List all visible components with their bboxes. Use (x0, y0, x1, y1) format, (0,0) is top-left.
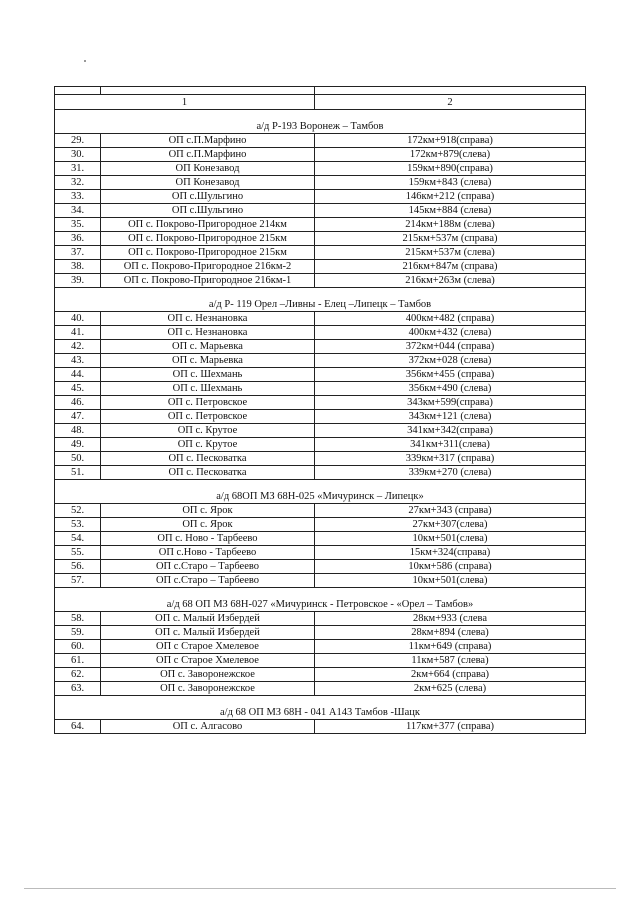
km-position: 356км+490 (слева) (315, 382, 586, 396)
stop-name: ОП с. Петровское (101, 410, 315, 424)
km-position: 145км+884 (слева) (315, 204, 586, 218)
table-row (55, 148, 586, 162)
km-position: 10км+501(слева) (315, 532, 586, 546)
km-position: 339км+270 (слева) (315, 466, 586, 480)
table-row (55, 246, 586, 260)
table-row (55, 612, 586, 626)
stop-name: ОП с.Шульгино (101, 190, 315, 204)
stop-name: ОП с.Шульгино (101, 204, 315, 218)
section-spacer (55, 288, 586, 299)
row-number: 46. (55, 396, 101, 410)
km-position: 216км+847м (справа) (315, 260, 586, 274)
km-position: 15км+324(справа) (315, 546, 586, 560)
stop-name: ОП с. Алгасово (101, 720, 315, 734)
table-row (55, 274, 586, 288)
km-position: 10км+586 (справа) (315, 560, 586, 574)
stop-name: ОП с. Ярок (101, 518, 315, 532)
section-title-row (55, 598, 586, 612)
table-row (55, 396, 586, 410)
stop-name: ОП Конезавод (101, 162, 315, 176)
table-row (55, 340, 586, 354)
table-row (55, 326, 586, 340)
stop-name: ОП с.П.Марфино (101, 148, 315, 162)
km-position: 339км+317 (справа) (315, 452, 586, 466)
section-title: а/д 68 ОП МЗ 68Н - 041 А143 Тамбов -Шацк (55, 706, 586, 720)
stop-name: ОП с.П.Марфино (101, 134, 315, 148)
km-position: 2км+625 (слева) (315, 682, 586, 696)
km-position: 214км+188м (слева) (315, 218, 586, 232)
stop-name: ОП с. Шехмань (101, 368, 315, 382)
stop-name: ОП с. Марьевка (101, 340, 315, 354)
stop-name: ОП с.Ново - Тарбеево (101, 546, 315, 560)
row-number: 30. (55, 148, 101, 162)
scan-speck (84, 60, 86, 62)
stop-name: ОП с. Песковатка (101, 452, 315, 466)
table-row (55, 626, 586, 640)
row-number: 61. (55, 654, 101, 668)
table-row (55, 382, 586, 396)
section-title: а/д 68ОП МЗ 68Н-025 «Мичуринск – Липецк» (55, 490, 586, 504)
stop-name: ОП с. Покрово-Пригородное 215км (101, 232, 315, 246)
stop-name: ОП с.Старо – Тарбеево (101, 560, 315, 574)
row-number: 42. (55, 340, 101, 354)
row-number: 41. (55, 326, 101, 340)
row-number: 34. (55, 204, 101, 218)
section-spacer (55, 696, 586, 707)
km-position: 215км+537м (справа) (315, 232, 586, 246)
row-number: 29. (55, 134, 101, 148)
row-number: 52. (55, 504, 101, 518)
row-number: 49. (55, 438, 101, 452)
row-number: 33. (55, 190, 101, 204)
row-number: 58. (55, 612, 101, 626)
section-title-row (55, 298, 586, 312)
row-number: 62. (55, 668, 101, 682)
km-position: 172км+918(справа) (315, 134, 586, 148)
stop-name: ОП с. Крутое (101, 424, 315, 438)
row-number: 57. (55, 574, 101, 588)
row-number: 54. (55, 532, 101, 546)
table-row (55, 410, 586, 424)
table-row (55, 424, 586, 438)
row-number: 39. (55, 274, 101, 288)
section-spacer (55, 480, 586, 491)
table-row (55, 190, 586, 204)
km-position: 159км+890(справа) (315, 162, 586, 176)
table-row (55, 518, 586, 532)
table-row (55, 546, 586, 560)
km-position: 27км+307(слева) (315, 518, 586, 532)
km-position: 117км+377 (справа) (315, 720, 586, 734)
km-position: 372км+044 (справа) (315, 340, 586, 354)
stop-name: ОП с. Ярок (101, 504, 315, 518)
table-row (55, 232, 586, 246)
stop-name: ОП с. Покрово-Пригородное 214км (101, 218, 315, 232)
table-row (55, 504, 586, 518)
km-position: 10км+501(слева) (315, 574, 586, 588)
row-number: 40. (55, 312, 101, 326)
stop-name: ОП с. Заворонежское (101, 682, 315, 696)
row-number: 31. (55, 162, 101, 176)
row-number: 64. (55, 720, 101, 734)
table-header-row (55, 95, 586, 110)
km-position: 341км+311(слева) (315, 438, 586, 452)
table-row (55, 204, 586, 218)
km-position: 215км+537м (слева) (315, 246, 586, 260)
row-number: 38. (55, 260, 101, 274)
table-blank-row (55, 87, 586, 95)
section-title-row (55, 706, 586, 720)
stop-name: ОП с. Малый Избердей (101, 626, 315, 640)
stop-name: ОП с. Незнановка (101, 312, 315, 326)
table-row (55, 682, 586, 696)
km-position: 356км+455 (справа) (315, 368, 586, 382)
km-position: 400км+432 (слева) (315, 326, 586, 340)
table-row (55, 162, 586, 176)
table-row (55, 312, 586, 326)
table-row (55, 260, 586, 274)
row-number: 36. (55, 232, 101, 246)
stop-name: ОП с. Покрово-Пригородное 216км-2 (101, 260, 315, 274)
stop-name: ОП с. Марьевка (101, 354, 315, 368)
row-number: 63. (55, 682, 101, 696)
row-number: 48. (55, 424, 101, 438)
row-number: 59. (55, 626, 101, 640)
stop-name: ОП с Старое Хмелевое (101, 654, 315, 668)
km-position: 28км+933 (слева (315, 612, 586, 626)
section-title: а/д 68 ОП МЗ 68Н-027 «Мичуринск - Петровское - «Орел – Тамбов» (55, 598, 586, 612)
page-footer-line (24, 888, 616, 889)
km-position: 372км+028 (слева) (315, 354, 586, 368)
header-col-2: 2 (315, 95, 586, 110)
stop-name: ОП с. Покрово-Пригородное 216км-1 (101, 274, 315, 288)
table-row (55, 218, 586, 232)
stop-name: ОП с. Заворонежское (101, 668, 315, 682)
km-position: 2км+664 (справа) (315, 668, 586, 682)
km-position: 159км+843 (слева) (315, 176, 586, 190)
table-row (55, 574, 586, 588)
row-number: 32. (55, 176, 101, 190)
table-row (55, 438, 586, 452)
stop-name: ОП с. Ново - Тарбеево (101, 532, 315, 546)
row-number: 55. (55, 546, 101, 560)
km-position: 172км+879(слева) (315, 148, 586, 162)
stop-name: ОП с. Песковатка (101, 466, 315, 480)
row-number: 43. (55, 354, 101, 368)
row-number: 47. (55, 410, 101, 424)
table-row (55, 368, 586, 382)
km-position: 11км+649 (справа) (315, 640, 586, 654)
table-row (55, 532, 586, 546)
row-number: 60. (55, 640, 101, 654)
km-position: 216км+263м (слева) (315, 274, 586, 288)
km-position: 400км+482 (справа) (315, 312, 586, 326)
table-row (55, 452, 586, 466)
row-number: 53. (55, 518, 101, 532)
row-number: 51. (55, 466, 101, 480)
table-row (55, 640, 586, 654)
stop-name: ОП с.Старо – Тарбеево (101, 574, 315, 588)
km-position: 27км+343 (справа) (315, 504, 586, 518)
header-col-1: 1 (55, 95, 315, 110)
stop-name: ОП с. Петровское (101, 396, 315, 410)
row-number: 44. (55, 368, 101, 382)
table-row (55, 720, 586, 734)
table-row (55, 134, 586, 148)
bus-stop-table (54, 86, 586, 734)
stop-name: ОП Конезавод (101, 176, 315, 190)
km-position: 28км+894 (слева) (315, 626, 586, 640)
stop-name: ОП с. Крутое (101, 438, 315, 452)
section-spacer (55, 110, 586, 121)
stop-name: ОП с. Незнановка (101, 326, 315, 340)
section-title-row (55, 120, 586, 134)
table-row (55, 354, 586, 368)
km-position: 146км+212 (справа) (315, 190, 586, 204)
table-row (55, 176, 586, 190)
section-title: а/д Р- 119 Орел –Ливны - Елец –Липецк – Тамбов (55, 298, 586, 312)
table-row (55, 466, 586, 480)
row-number: 37. (55, 246, 101, 260)
section-title-row (55, 490, 586, 504)
row-number: 35. (55, 218, 101, 232)
km-position: 343км+599(справа) (315, 396, 586, 410)
table-row (55, 560, 586, 574)
stop-name: ОП с Старое Хмелевое (101, 640, 315, 654)
table-row (55, 668, 586, 682)
section-spacer (55, 588, 586, 599)
section-title: а/д Р-193 Воронеж – Тамбов (55, 120, 586, 134)
km-position: 341км+342(справа) (315, 424, 586, 438)
stop-name: ОП с. Покрово-Пригородное 215км (101, 246, 315, 260)
row-number: 50. (55, 452, 101, 466)
row-number: 56. (55, 560, 101, 574)
km-position: 343км+121 (слева) (315, 410, 586, 424)
row-number: 45. (55, 382, 101, 396)
table-row (55, 654, 586, 668)
stop-name: ОП с. Шехмань (101, 382, 315, 396)
km-position: 11км+587 (слева) (315, 654, 586, 668)
stop-name: ОП с. Малый Избердей (101, 612, 315, 626)
